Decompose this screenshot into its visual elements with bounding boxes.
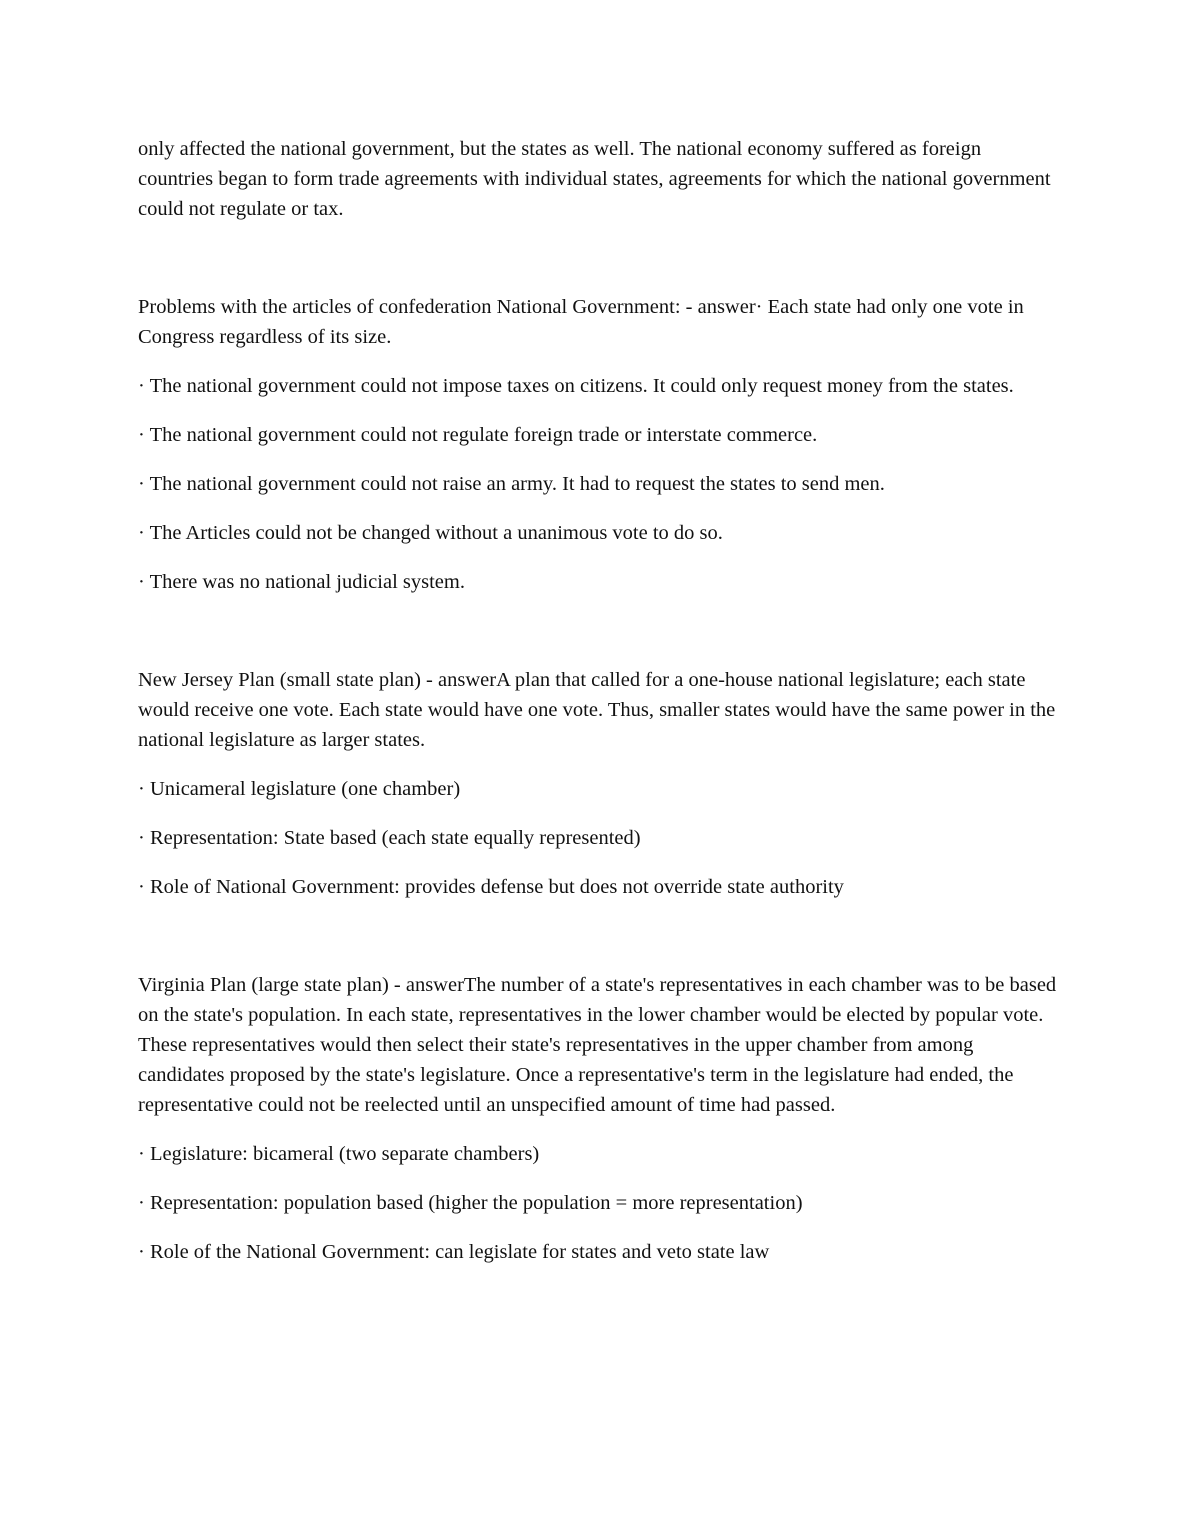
bullet-item: · The national government could not raise an army. It had to request the states to send men. [138,473,885,495]
bullet-item: · Representation: population based (higher the population = more representation) [138,1192,803,1214]
section-lead: Virginia Plan (large state plan) - answerThe number of a state's representatives in each chamber was to be based on the state's population. In each state, representatives in the lower chamber would be elected by popular vote. These representatives would then select their state's representatives in the upper chamber from among candidates proposed by the state's legislature. Once a representative's term in the legislature had ended, the representative could not be reelected until an unspecified amount of time had passed. [138,974,1057,1116]
section-virginia-plan [138,970,1058,1267]
section-articles-problems [138,292,1058,597]
bullet-item: · Unicameral legislature (one chamber) [138,778,461,800]
bullet-item: · The national government could not regulate foreign trade or interstate commerce. [138,424,818,446]
section-lead: Problems with the articles of confederation National Government: - answer· Each state had only one vote in Congress regardless of its size. [138,296,1024,348]
section-lead: New Jersey Plan (small state plan) - answerA plan that called for a one-house national legislature; each state would receive one vote. Each state would have one vote. Thus, smaller states would have the same power in the national legislature as larger states. [138,669,1056,751]
bullet-item: · Role of National Government: provides defense but does not override state authority [138,876,844,898]
bullet-item: · Legislature: bicameral (two separate chambers) [138,1143,540,1165]
document-page [138,134,1058,1267]
bullet-item: · The Articles could not be changed without a unanimous vote to do so. [138,522,723,544]
bullet-item: · The national government could not impose taxes on citizens. It could only request money from the states. [138,375,1014,397]
section-new-jersey-plan [138,665,1058,902]
intro-paragraph: only affected the national government, but the states as well. The national economy suffered as foreign countries began to form trade agreements with individual states, agreements for which the national government could not regulate or tax. [138,138,1051,220]
bullet-item: · Representation: State based (each state equally represented) [138,827,641,849]
bullet-item: · There was no national judicial system. [138,571,465,593]
bullet-item: · Role of the National Government: can legislate for states and veto state law [138,1241,770,1263]
